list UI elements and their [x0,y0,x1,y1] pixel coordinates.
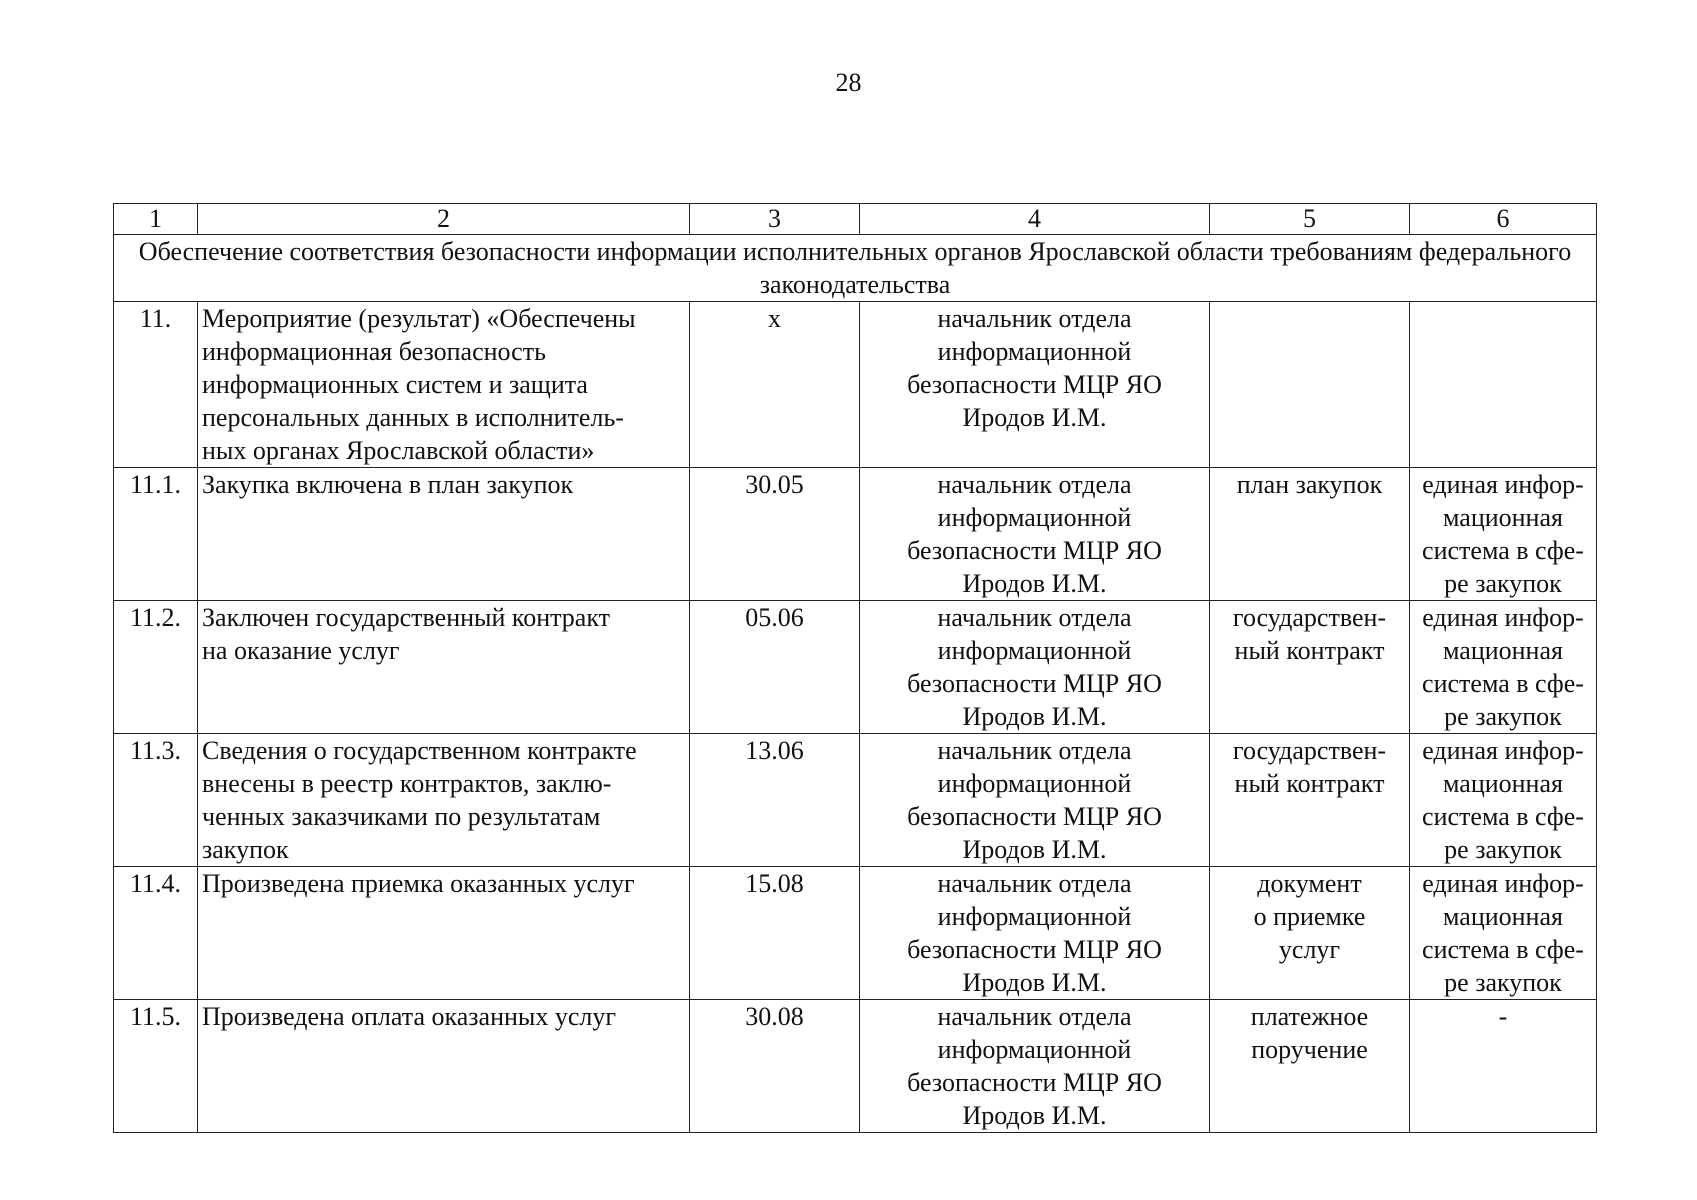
information-system: единая инфор- мационная система в сфе- ре закупок [1410,601,1597,734]
confirming-document: государствен- ный контракт [1210,734,1410,867]
confirming-document: план закупок [1210,468,1410,601]
event-date: 15.08 [690,867,860,1000]
responsible-person: начальник отдела информационной безопасности МЦР ЯО Иродов И.М. [860,601,1210,734]
table-row [114,302,1597,468]
column-header: 3 [690,204,860,235]
confirming-document: документ о приемке услуг [1210,867,1410,1000]
event-date: 30.08 [690,1000,860,1133]
confirming-document: государствен- ный контракт [1210,601,1410,734]
table-header-row [114,204,1597,235]
row-number: 11. [114,302,198,468]
event-name: Закупка включена в план закупок [198,468,690,601]
event-name: Произведена оплата оказанных услуг [198,1000,690,1133]
responsible-person: начальник отдела информационной безопасности МЦР ЯО Иродов И.М. [860,734,1210,867]
page-number: 28 [835,68,862,97]
confirming-document [1210,302,1410,468]
table-row [114,601,1597,734]
confirming-document: платежное поручение [1210,1000,1410,1133]
event-name: Произведена приемка оказанных услуг [198,867,690,1000]
responsible-person: начальник отдела информационной безопасности МЦР ЯО Иродов И.М. [860,867,1210,1000]
table-row [114,734,1597,867]
section-row [114,235,1597,302]
information-system: единая инфор- мационная система в сфе- ре закупок [1410,867,1597,1000]
information-system: единая инфор- мационная система в сфе- ре закупок [1410,468,1597,601]
event-name: Заключен государственный контракт на оказание услуг [198,601,690,734]
event-date: 05.06 [690,601,860,734]
event-date: 13.06 [690,734,860,867]
row-number: 11.4. [114,867,198,1000]
responsible-person: начальник отдела информационной безопасности МЦР ЯО Иродов И.М. [860,1000,1210,1133]
column-header: 1 [114,204,198,235]
responsible-person: начальник отдела информационной безопасности МЦР ЯО Иродов И.М. [860,302,1210,468]
plan-table [113,203,1597,1133]
row-number: 11.3. [114,734,198,867]
information-system: - [1410,1000,1597,1133]
column-header: 6 [1410,204,1597,235]
information-system [1410,302,1597,468]
information-system: единая инфор- мационная система в сфе- ре закупок [1410,734,1597,867]
column-header: 2 [198,204,690,235]
table-row [114,1000,1597,1133]
row-number: 11.5. [114,1000,198,1133]
event-date: х [690,302,860,468]
table-row [114,468,1597,601]
event-date: 30.05 [690,468,860,601]
table-row [114,867,1597,1000]
event-name: Сведения о государственном контракте внесены в реестр контрактов, заклю- ченных заказчиками по результатам закупок [198,734,690,867]
row-number: 11.1. [114,468,198,601]
column-header: 5 [1210,204,1410,235]
section-title: Обеспечение соответствия безопасности информации исполнительных органов Ярославской области требованиям федерального законодательства [114,235,1597,302]
event-name: Мероприятие (результат) «Обеспечены информационная безопасность информационных систем и защита персональных данных в исполнитель- ных органах Ярославской области» [198,302,690,468]
responsible-person: начальник отдела информационной безопасности МЦР ЯО Иродов И.М. [860,468,1210,601]
row-number: 11.2. [114,601,198,734]
column-header: 4 [860,204,1210,235]
